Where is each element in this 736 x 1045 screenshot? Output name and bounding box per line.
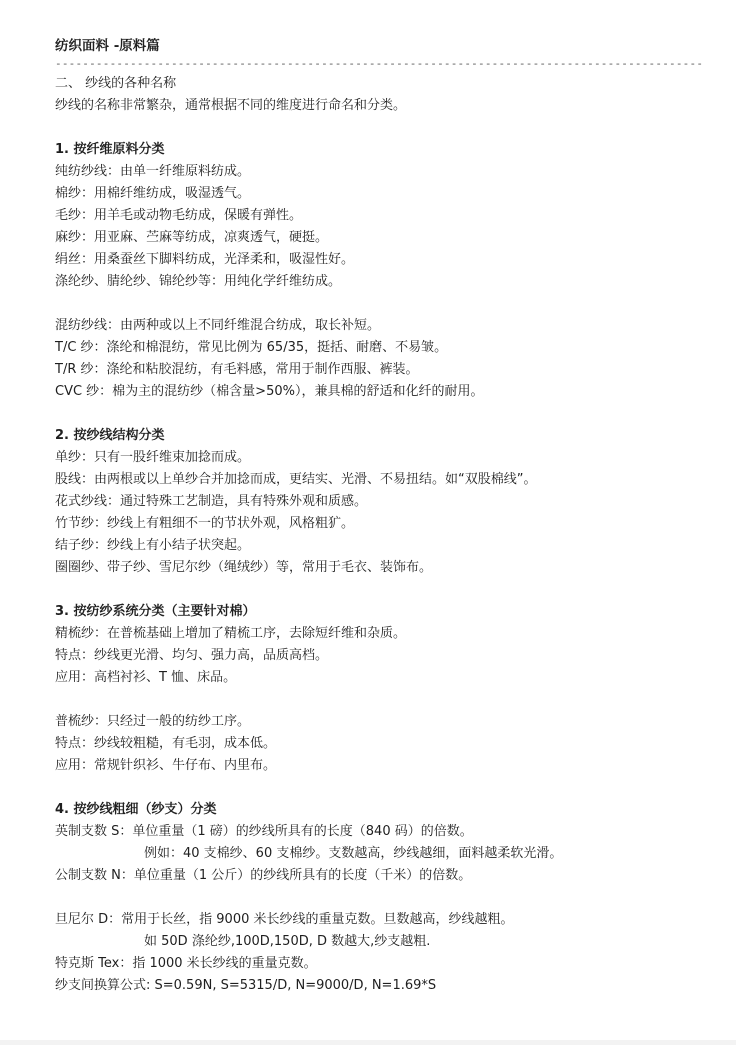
part1-line: 混纺纱线：由两种或以上不同纤维混合纺成，取长补短。 xyxy=(55,318,381,333)
part2-line: 股线：由两根或以上单纱合并加捻而成，更结实、光滑、不易扭结。如“双股棉线”。 xyxy=(55,472,537,487)
denier-example: 如 50D 涤纶纱,100D,150D, D 数越大,纱支越粗. xyxy=(144,934,431,949)
part1-line: 毛纱：用羊毛或动物毛纺成，保暖有弹性。 xyxy=(55,208,303,223)
intro-text: 纱线的名称非常繁杂，通常根据不同的维度进行命名和分类。 xyxy=(55,98,407,113)
part4-heading: 4. 按纱线粗细（纱支）分类 xyxy=(55,802,217,817)
part1-line: 麻纱：用亚麻、苎麻等纺成，凉爽透气，硬挺。 xyxy=(55,230,329,245)
blank-line xyxy=(55,579,715,601)
denier-definition: 旦尼尔 D：常用于长丝，指 9000 米长纱线的重量克数。旦数越高，纱线越粗。 xyxy=(55,912,514,927)
part2-heading: 2. 按纱线结构分类 xyxy=(55,428,165,443)
part1-heading: 1. 按纤维原料分类 xyxy=(55,142,165,157)
part1-line: 绢丝：用桑蚕丝下脚料纺成，光泽柔和，吸湿性好。 xyxy=(55,252,355,267)
blank-line xyxy=(55,887,715,909)
divider-line: ----------------------------------------------------------------------------------------------- xyxy=(55,57,704,70)
part3-line: 精梳纱：在普梳基础上增加了精梳工序，去除短纤维和杂质。 xyxy=(55,626,407,641)
part3-line: 特点：纱线更光滑、均匀、强力高，品质高档。 xyxy=(55,648,329,663)
part3-line: 特点：纱线较粗糙，有毛羽，成本低。 xyxy=(55,736,277,751)
part2-line: 结子纱：纱线上有小结子状突起。 xyxy=(55,538,251,553)
part2-line: 圈圈纱、带子纱、雪尼尔纱（绳绒纱）等，常用于毛衣、装饰布。 xyxy=(55,560,433,575)
part1-line: 纯纺纱线：由单一纤维原料纺成。 xyxy=(55,164,251,179)
conversion-formula: 纱支间换算公式: S=0.59N, S=5315/D, N=9000/D, N=1.69*S xyxy=(55,978,437,993)
blank-line xyxy=(55,403,715,425)
blank-line xyxy=(55,117,715,139)
part3-line: 应用：高档衬衫、T 恤、床品。 xyxy=(55,670,237,685)
english-count-example: 例如：40 支棉纱、60 支棉纱。支数越高，纱线越细，面料越柔软光滑。 xyxy=(144,846,563,861)
part1-line: 棉纱：用棉纤维纺成，吸湿透气。 xyxy=(55,186,251,201)
blank-line xyxy=(55,293,715,315)
section-title: 二、 纱线的各种名称 xyxy=(55,76,177,91)
blank-line xyxy=(55,777,715,799)
document-title: 纺织面料 -原料篇 xyxy=(55,38,160,54)
part2-line: 竹节纱：纱线上有粗细不一的节状外观，风格粗犷。 xyxy=(55,516,355,531)
document-content xyxy=(55,35,715,997)
tex-definition: 特克斯 Tex：指 1000 米长纱线的重量克数。 xyxy=(55,956,317,971)
page-bottom-edge xyxy=(0,1040,736,1045)
blank-line xyxy=(55,689,715,711)
part2-line: 花式纱线：通过特殊工艺制造，具有特殊外观和质感。 xyxy=(55,494,368,509)
part1-line: 涤纶纱、腈纶纱、锦纶纱等：用纯化学纤维纺成。 xyxy=(55,274,342,289)
metric-count-definition: 公制支数 N：单位重量（1 公斤）的纱线所具有的长度（千米）的倍数。 xyxy=(55,868,472,883)
part1-line: T/C 纱：涤纶和棉混纺，常见比例为 65/35，挺括、耐磨、不易皱。 xyxy=(55,340,448,355)
part3-line: 普梳纱：只经过一般的纺纱工序。 xyxy=(55,714,251,729)
part1-line: T/R 纱：涤纶和粘胶混纺，有毛料感，常用于制作西服、裤装。 xyxy=(55,362,419,377)
part3-line: 应用：常规针织衫、牛仔布、内里布。 xyxy=(55,758,277,773)
part1-line: CVC 纱：棉为主的混纺纱（棉含量>50%），兼具棉的舒适和化纤的耐用。 xyxy=(55,384,484,399)
english-count-definition: 英制支数 S：单位重量（1 磅）的纱线所具有的长度（840 码）的倍数。 xyxy=(55,824,473,839)
part3-heading: 3. 按纺纱系统分类（主要针对棉） xyxy=(55,604,256,619)
part2-line: 单纱：只有一股纤维束加捻而成。 xyxy=(55,450,251,465)
